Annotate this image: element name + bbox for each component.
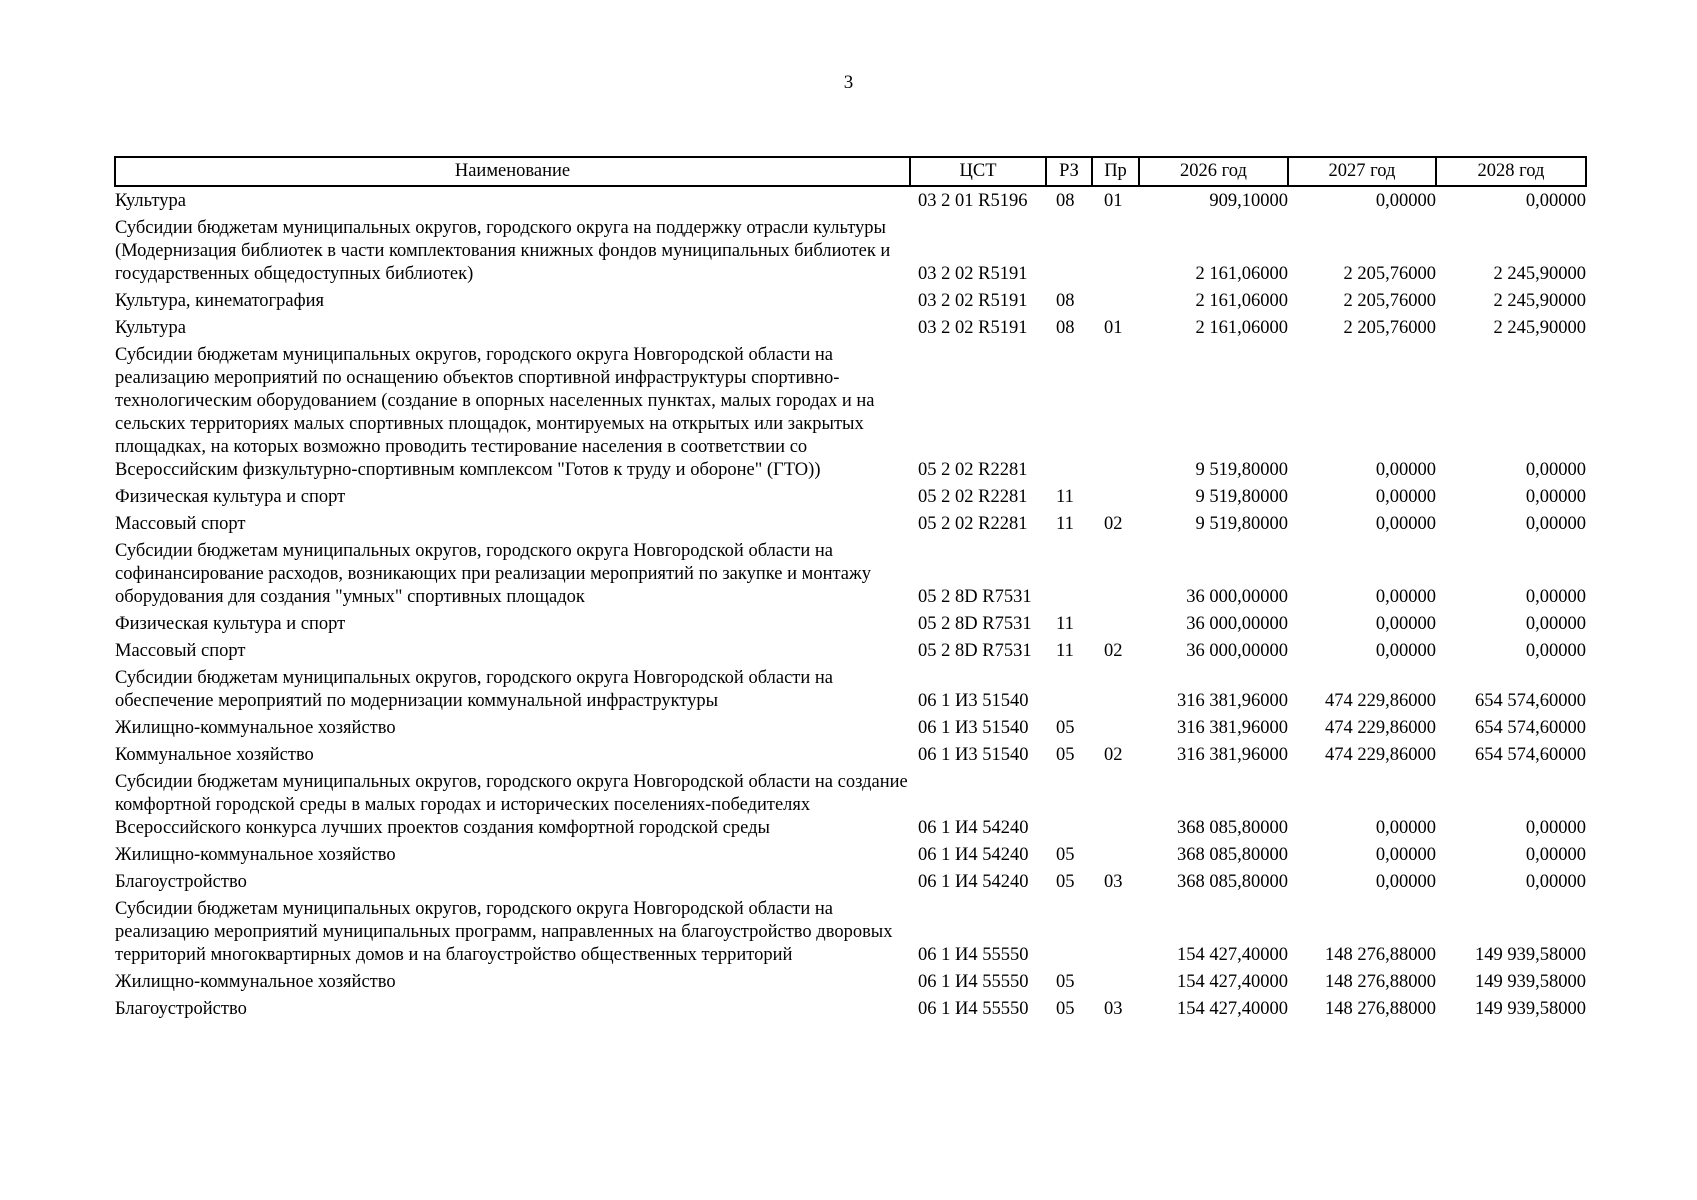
row-cst-code: 06 1 И4 54240	[918, 818, 1029, 838]
row-name: Благоустройство	[115, 872, 247, 892]
row-name: Культура, кинематография	[115, 291, 325, 311]
row-name: Жилищно-коммунальное хозяйство	[115, 718, 396, 738]
table-row	[115, 290, 1586, 317]
row-amount-2028: 654 574,60000	[1475, 745, 1586, 765]
row-pr-code	[1092, 667, 1139, 717]
table-row	[115, 344, 1586, 486]
row-pr-code	[1092, 971, 1139, 998]
row-amount-2028: 654 574,60000	[1475, 691, 1586, 711]
row-rz-code: 11	[1056, 487, 1074, 507]
table-row	[115, 640, 1586, 667]
table-row	[115, 871, 1586, 898]
header-2026: 2026 год	[1139, 157, 1288, 186]
row-amount-2027: 0,00000	[1375, 514, 1436, 534]
row-amount-2028: 0,00000	[1525, 872, 1586, 892]
row-amount-2027: 474 229,86000	[1325, 718, 1436, 738]
row-pr-code	[1092, 344, 1139, 486]
row-name: Благоустройство	[115, 999, 247, 1019]
row-amount-2027: 0,00000	[1375, 460, 1436, 480]
row-rz-code: 05	[1056, 745, 1075, 765]
table-header	[115, 157, 1586, 186]
row-cst-code: 06 1 И4 55550	[918, 972, 1029, 992]
row-cst-code: 05 2 02 R2281	[918, 460, 1028, 480]
row-amount-2028: 0,00000	[1525, 487, 1586, 507]
row-pr-code	[1092, 844, 1139, 871]
row-amount-2026: 9 519,80000	[1195, 460, 1288, 480]
header-2028: 2028 год	[1436, 157, 1586, 186]
row-name: Субсидии бюджетам муниципальных округов, городского округа Новгородской области на создание комфортной городской среды в малых городах и исторических поселениях-победителях Всероссийского конкурса лучших проектов создания комфортной городской среды	[115, 772, 908, 838]
header-rz: РЗ	[1046, 157, 1092, 186]
row-amount-2026: 368 085,80000	[1177, 845, 1288, 865]
table-row	[115, 667, 1586, 717]
row-rz-code: 08	[1056, 291, 1075, 311]
table-row	[115, 486, 1586, 513]
row-name: Культура	[115, 318, 186, 338]
row-pr-code	[1092, 898, 1139, 971]
row-amount-2027: 0,00000	[1375, 641, 1436, 661]
header-name: Наименование	[115, 157, 910, 186]
row-cst-code: 05 2 02 R2281	[918, 514, 1028, 534]
row-name: Массовый спорт	[115, 514, 246, 534]
row-amount-2027: 474 229,86000	[1325, 745, 1436, 765]
row-rz-code	[1046, 898, 1092, 971]
row-amount-2028: 0,00000	[1525, 191, 1586, 211]
row-cst-code: 03 2 02 R5191	[918, 264, 1028, 284]
row-amount-2027: 2 205,76000	[1343, 318, 1436, 338]
row-amount-2027: 148 276,88000	[1325, 999, 1436, 1019]
row-rz-code: 11	[1056, 514, 1074, 534]
row-amount-2026: 36 000,00000	[1186, 641, 1288, 661]
row-amount-2027: 2 205,76000	[1343, 264, 1436, 284]
header-cst: ЦСТ	[910, 157, 1046, 186]
row-amount-2028: 149 939,58000	[1475, 972, 1586, 992]
row-amount-2026: 909,10000	[1209, 191, 1288, 211]
row-amount-2028: 2 245,90000	[1493, 318, 1586, 338]
row-pr-code: 02	[1104, 514, 1123, 534]
row-name: Субсидии бюджетам муниципальных округов, городского округа на поддержку отрасли культуры (Модернизация библиотек в части комплектования книжных фондов муниципальных библиотек и государственных общедоступных библиотек)	[115, 218, 891, 284]
row-name: Жилищно-коммунальное хозяйство	[115, 972, 396, 992]
row-pr-code	[1092, 540, 1139, 613]
row-cst-code: 05 2 8D R7531	[918, 614, 1032, 634]
row-pr-code	[1092, 717, 1139, 744]
row-amount-2028: 0,00000	[1525, 845, 1586, 865]
table-row	[115, 717, 1586, 744]
table-row	[115, 971, 1586, 998]
table-row	[115, 771, 1586, 844]
row-rz-code: 08	[1056, 318, 1075, 338]
row-name: Культура	[115, 191, 186, 211]
row-pr-code	[1092, 486, 1139, 513]
row-rz-code	[1046, 344, 1092, 486]
page-number: 3	[843, 72, 854, 93]
table-body	[115, 186, 1586, 1025]
row-rz-code: 05	[1056, 718, 1075, 738]
row-amount-2027: 0,00000	[1375, 191, 1436, 211]
row-amount-2027: 0,00000	[1375, 614, 1436, 634]
row-rz-code: 05	[1056, 999, 1075, 1019]
row-rz-code: 05	[1056, 872, 1075, 892]
table-row	[115, 744, 1586, 771]
row-pr-code: 01	[1104, 318, 1123, 338]
row-rz-code: 11	[1056, 641, 1074, 661]
row-cst-code: 06 1 И3 51540	[918, 745, 1029, 765]
row-rz-code	[1046, 540, 1092, 613]
row-cst-code: 05 2 8D R7531	[918, 641, 1032, 661]
header-2027: 2027 год	[1288, 157, 1436, 186]
table-row	[115, 898, 1586, 971]
row-pr-code	[1092, 613, 1139, 640]
row-amount-2028: 654 574,60000	[1475, 718, 1586, 738]
row-rz-code	[1046, 771, 1092, 844]
row-amount-2026: 9 519,80000	[1195, 487, 1288, 507]
row-cst-code: 03 2 02 R5191	[918, 291, 1028, 311]
row-name: Жилищно-коммунальное хозяйство	[115, 845, 396, 865]
row-amount-2027: 0,00000	[1375, 872, 1436, 892]
row-name: Массовый спорт	[115, 641, 246, 661]
row-amount-2026: 9 519,80000	[1195, 514, 1288, 534]
row-amount-2027: 148 276,88000	[1325, 945, 1436, 965]
row-rz-code: 05	[1056, 845, 1075, 865]
row-name: Субсидии бюджетам муниципальных округов, городского округа Новгородской области на обеспечение мероприятий по модернизации коммунальной инфраструктуры	[115, 668, 834, 711]
row-pr-code	[1092, 771, 1139, 844]
row-amount-2028: 0,00000	[1525, 514, 1586, 534]
row-pr-code	[1092, 217, 1139, 290]
row-name: Субсидии бюджетам муниципальных округов, городского округа Новгородской области на реализацию мероприятий муниципальных программ, направленных на благоустройство дворовых территорий многоквартирных домов и на благоустройство общественных территорий	[115, 899, 893, 965]
table-row	[115, 844, 1586, 871]
row-pr-code: 01	[1104, 191, 1123, 211]
budget-table	[114, 156, 1587, 1025]
row-pr-code: 03	[1104, 872, 1123, 892]
header-row	[115, 157, 1586, 186]
row-name: Субсидии бюджетам муниципальных округов, городского округа Новгородской области на софинансирование расходов, возникающих при реализации мероприятий по закупке и монтажу оборудования для создания "умных" спортивных площадок	[115, 541, 872, 607]
row-cst-code: 06 1 И3 51540	[918, 718, 1029, 738]
row-rz-code: 11	[1056, 614, 1074, 634]
row-amount-2028: 0,00000	[1525, 460, 1586, 480]
row-cst-code: 06 1 И4 54240	[918, 845, 1029, 865]
row-amount-2026: 154 427,40000	[1177, 972, 1288, 992]
row-amount-2026: 316 381,96000	[1177, 718, 1288, 738]
row-amount-2027: 0,00000	[1375, 487, 1436, 507]
row-amount-2026: 316 381,96000	[1177, 745, 1288, 765]
row-cst-code: 06 1 И4 55550	[918, 999, 1029, 1019]
row-pr-code: 02	[1104, 641, 1123, 661]
row-amount-2026: 36 000,00000	[1186, 587, 1288, 607]
row-pr-code: 03	[1104, 999, 1123, 1019]
row-amount-2026: 154 427,40000	[1177, 945, 1288, 965]
row-cst-code: 03 2 01 R5196	[918, 191, 1028, 211]
row-amount-2027: 474 229,86000	[1325, 691, 1436, 711]
table-row	[115, 540, 1586, 613]
row-amount-2028: 2 245,90000	[1493, 264, 1586, 284]
row-amount-2027: 148 276,88000	[1325, 972, 1436, 992]
row-amount-2026: 316 381,96000	[1177, 691, 1288, 711]
row-amount-2028: 149 939,58000	[1475, 945, 1586, 965]
table-row	[115, 513, 1586, 540]
row-amount-2026: 2 161,06000	[1195, 291, 1288, 311]
row-name: Физическая культура и спорт	[115, 614, 346, 634]
table-row	[115, 998, 1586, 1025]
row-amount-2026: 2 161,06000	[1195, 264, 1288, 284]
row-cst-code: 05 2 02 R2281	[918, 487, 1028, 507]
row-amount-2027: 0,00000	[1375, 587, 1436, 607]
row-cst-code: 03 2 02 R5191	[918, 318, 1028, 338]
table-row	[115, 217, 1586, 290]
row-amount-2027: 2 205,76000	[1343, 291, 1436, 311]
row-cst-code: 06 1 И4 55550	[918, 945, 1029, 965]
row-cst-code: 05 2 8D R7531	[918, 587, 1032, 607]
row-amount-2028: 0,00000	[1525, 641, 1586, 661]
row-amount-2028: 0,00000	[1525, 818, 1586, 838]
row-amount-2026: 368 085,80000	[1177, 818, 1288, 838]
row-amount-2027: 0,00000	[1375, 818, 1436, 838]
row-amount-2026: 368 085,80000	[1177, 872, 1288, 892]
row-amount-2028: 0,00000	[1525, 587, 1586, 607]
row-amount-2026: 154 427,40000	[1177, 999, 1288, 1019]
row-amount-2028: 149 939,58000	[1475, 999, 1586, 1019]
row-amount-2026: 2 161,06000	[1195, 318, 1288, 338]
row-name: Физическая культура и спорт	[115, 487, 346, 507]
table-row	[115, 613, 1586, 640]
row-amount-2028: 2 245,90000	[1493, 291, 1586, 311]
row-rz-code: 08	[1056, 191, 1075, 211]
row-amount-2027: 0,00000	[1375, 845, 1436, 865]
row-name: Коммунальное хозяйство	[115, 745, 314, 765]
row-cst-code: 06 1 И3 51540	[918, 691, 1029, 711]
row-name: Субсидии бюджетам муниципальных округов, городского округа Новгородской области на реализацию мероприятий по оснащению объектов спортивной инфраструктуры спортивно-технологическим оборудованием (создание в опорных населенных пунктах, малых городах и на сельских территориях малых спортивных площадок, монтируемых на открытых или закрытых площадках, на которых возможно проводить тестирование населения в соответствии со Всероссийским физкультурно-спортивным комплексом "Готов к труду и обороне" (ГТО))	[115, 345, 875, 480]
row-rz-code: 05	[1056, 972, 1075, 992]
row-cst-code: 06 1 И4 54240	[918, 872, 1029, 892]
table-row	[115, 186, 1586, 217]
header-pr: Пр	[1092, 157, 1139, 186]
row-pr-code	[1092, 290, 1139, 317]
row-rz-code	[1046, 667, 1092, 717]
row-amount-2026: 36 000,00000	[1186, 614, 1288, 634]
row-rz-code	[1046, 217, 1092, 290]
row-amount-2028: 0,00000	[1525, 614, 1586, 634]
row-pr-code: 02	[1104, 745, 1123, 765]
table-row	[115, 317, 1586, 344]
